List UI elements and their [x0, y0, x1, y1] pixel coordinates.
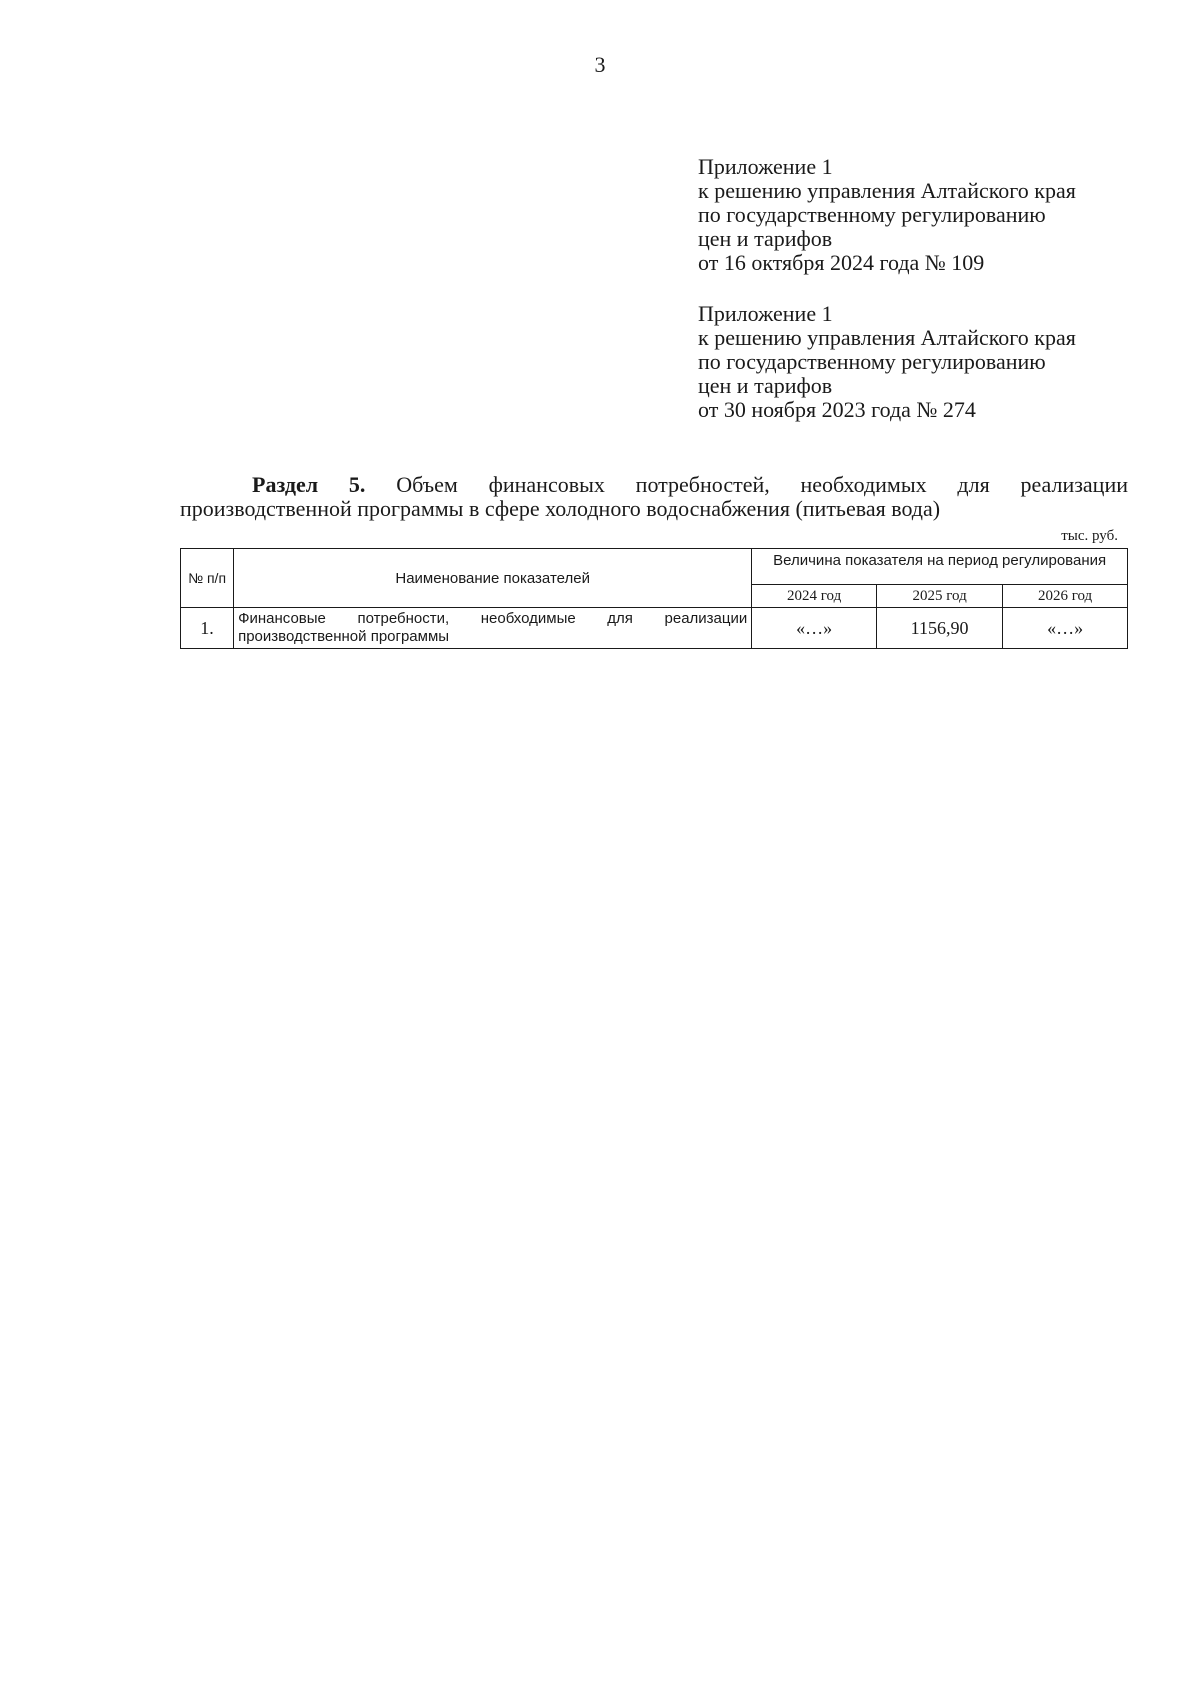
- annex-date-line: от 16 октября 2024 года № 109: [698, 250, 985, 275]
- annex-block-original: [698, 302, 1168, 422]
- header-period-group: Величина показателя на период регулирования: [752, 549, 1128, 585]
- header-year-2026: 2026 год: [1003, 585, 1128, 608]
- row-name: Финансовые потребности, необходимые для реализации производственной программы: [234, 608, 752, 649]
- row-number: 1.: [181, 608, 234, 649]
- table-row: [181, 608, 1128, 649]
- page-number: 3: [594, 52, 606, 77]
- table-header-row: [181, 549, 1128, 585]
- annex-line: по государственному регулированию: [698, 349, 1046, 374]
- header-year-2024: 2024 год: [752, 585, 877, 608]
- annex-line: к решению управления Алтайского края: [698, 178, 1076, 203]
- annex-line: цен и тарифов: [698, 226, 833, 251]
- annex-title: Приложение 1: [698, 154, 833, 179]
- section-label: Раздел 5.: [252, 472, 366, 497]
- section-heading: [180, 473, 1128, 521]
- section-title: Объем финансовых потребностей, необходимых для реализации производственной программы в сфере холодного водоснабжения (питьевая вода): [180, 472, 1129, 521]
- units-label: тыс. руб.: [1061, 528, 1118, 544]
- annex-line: по государственному регулированию: [698, 202, 1046, 227]
- value-2024: «…»: [752, 608, 877, 649]
- header-number: № п/п: [181, 549, 234, 608]
- annex-date-line: от 30 ноября 2023 года № 274: [698, 397, 976, 422]
- annex-line: к решению управления Алтайского края: [698, 325, 1076, 350]
- financial-needs-table: [180, 548, 1128, 649]
- annex-title: Приложение 1: [698, 301, 833, 326]
- header-year-2025: 2025 год: [877, 585, 1003, 608]
- value-2026: «…»: [1003, 608, 1128, 649]
- annex-block-current: [698, 155, 1168, 275]
- value-2025: 1156,90: [877, 608, 1003, 649]
- header-name: Наименование показателей: [234, 549, 752, 608]
- annex-line: цен и тарифов: [698, 373, 833, 398]
